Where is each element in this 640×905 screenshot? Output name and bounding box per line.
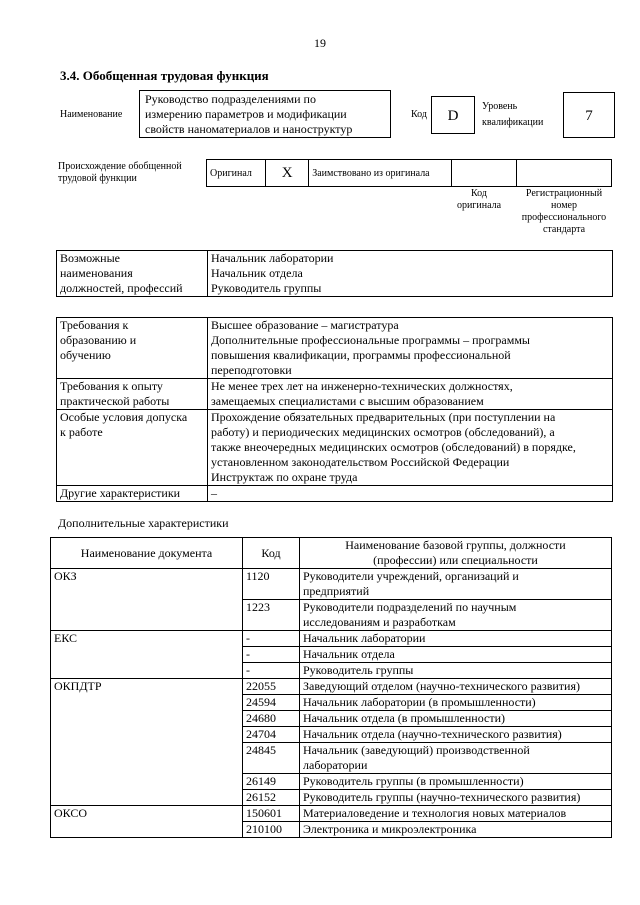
code-cell: - — [243, 663, 300, 679]
page-number: 19 — [314, 36, 326, 50]
additional-title: Дополнительные характеристики — [58, 516, 229, 530]
column-header: Наименование документа — [51, 538, 243, 569]
function-name-line: свойств наноматериалов и наноструктур — [145, 122, 353, 136]
positions-label: Возможные наименования должностей, профессий — [57, 251, 208, 297]
level-label: Уровень квалификации — [482, 101, 544, 128]
requirements-table — [56, 317, 613, 502]
original-mark: X — [266, 160, 309, 187]
document-name-cell: ОКЗ — [51, 569, 243, 631]
group-name-cell: Начальник лаборатории (в промышленности) — [300, 695, 612, 711]
code-cell: 210100 — [243, 822, 300, 838]
requirement-label: Требования к образованию и обучению — [57, 318, 208, 379]
group-name-cell: Электроника и микроэлектроника — [300, 822, 612, 838]
code-cell: 150601 — [243, 806, 300, 822]
code-cell: 26149 — [243, 774, 300, 790]
original-code-cell — [451, 160, 516, 187]
function-name-line: измерению параметров и модификации — [145, 107, 347, 121]
function-name-box — [139, 90, 391, 138]
group-name-cell: Руководитель группы (научно-технического развития) — [300, 790, 612, 806]
table-row — [51, 631, 612, 647]
requirement-value: – — [208, 486, 613, 502]
function-name-line: Руководство подразделениями по — [145, 92, 316, 106]
table-row — [51, 679, 612, 695]
document-name-cell: ОКСО — [51, 806, 243, 838]
origin-table — [206, 159, 612, 187]
code-label: Код — [411, 109, 427, 120]
positions-values: Начальник лаборатории Начальник отдела Руководитель группы — [208, 251, 613, 297]
registration-number-cell — [516, 160, 611, 187]
code-cell: 22055 — [243, 679, 300, 695]
group-name-cell: Заведующий отделом (научно-технического развития) — [300, 679, 612, 695]
additional-table-body — [51, 569, 612, 838]
section-title: 3.4. Обобщенная трудовая функция — [60, 68, 269, 83]
requirement-value: Прохождение обязательных предварительных (при поступлении на работу) и периодических медицинских осмотров (обследований), а также внеочередных медицинских осмотров (обследований) в порядке, установленном законодательством Российской Федерации Инструктаж по охране труда — [208, 410, 613, 486]
group-name-cell: Материаловедение и технология новых материалов — [300, 806, 612, 822]
original-code-caption: Код оригинала — [456, 188, 502, 211]
table-row — [51, 806, 612, 822]
group-name-cell: Начальник лаборатории — [300, 631, 612, 647]
code-cell: - — [243, 631, 300, 647]
document-name-cell: ЕКС — [51, 631, 243, 679]
code-cell: - — [243, 647, 300, 663]
group-name-cell: Начальник (заведующий) производственной лаборатории — [300, 743, 612, 774]
code-cell: 24704 — [243, 727, 300, 743]
requirement-label: Другие характеристики — [57, 486, 208, 502]
code-cell: 24845 — [243, 743, 300, 774]
code-cell: 24594 — [243, 695, 300, 711]
group-name-cell: Руководители подразделений по научным исследованиям и разработкам — [300, 600, 612, 631]
name-label: Наименование — [60, 109, 123, 120]
column-header: Наименование базовой группы, должности (профессии) или специальности — [300, 538, 612, 569]
level-value: 7 — [563, 92, 615, 138]
positions-table — [56, 250, 613, 297]
requirement-value: Не менее трех лет на инженерно-технических должностях, замещаемых специалистами с высшим образованием — [208, 379, 613, 410]
column-header: Код — [243, 538, 300, 569]
group-name-cell: Руководитель группы (в промышленности) — [300, 774, 612, 790]
original-label: Оригинал — [207, 160, 266, 187]
requirement-label: Требования к опыту практической работы — [57, 379, 208, 410]
code-cell: 1120 — [243, 569, 300, 600]
code-cell: 26152 — [243, 790, 300, 806]
group-name-cell: Руководитель группы — [300, 663, 612, 679]
requirement-label: Особые условия допуска к работе — [57, 410, 208, 486]
registration-number-caption: Регистрационный номер профессионального стандарта — [521, 188, 607, 235]
borrowed-label: Заимствовано из оригинала — [309, 160, 451, 187]
additional-table — [50, 537, 612, 838]
group-name-cell: Начальник отдела (в промышленности) — [300, 711, 612, 727]
group-name-cell: Руководители учреждений, организаций и предприятий — [300, 569, 612, 600]
code-cell: 1223 — [243, 600, 300, 631]
code-cell: 24680 — [243, 711, 300, 727]
code-value: D — [431, 96, 475, 134]
group-name-cell: Начальник отдела (научно-технического развития) — [300, 727, 612, 743]
table-row — [51, 569, 612, 600]
document-name-cell: ОКПДТР — [51, 679, 243, 806]
group-name-cell: Начальник отдела — [300, 647, 612, 663]
origin-label: Происхождение обобщенной трудовой функции — [58, 161, 182, 184]
requirement-value: Высшее образование – магистратура Дополнительные профессиональные программы – программы повышения квалификации, программы профессиональной переподготовки — [208, 318, 613, 379]
